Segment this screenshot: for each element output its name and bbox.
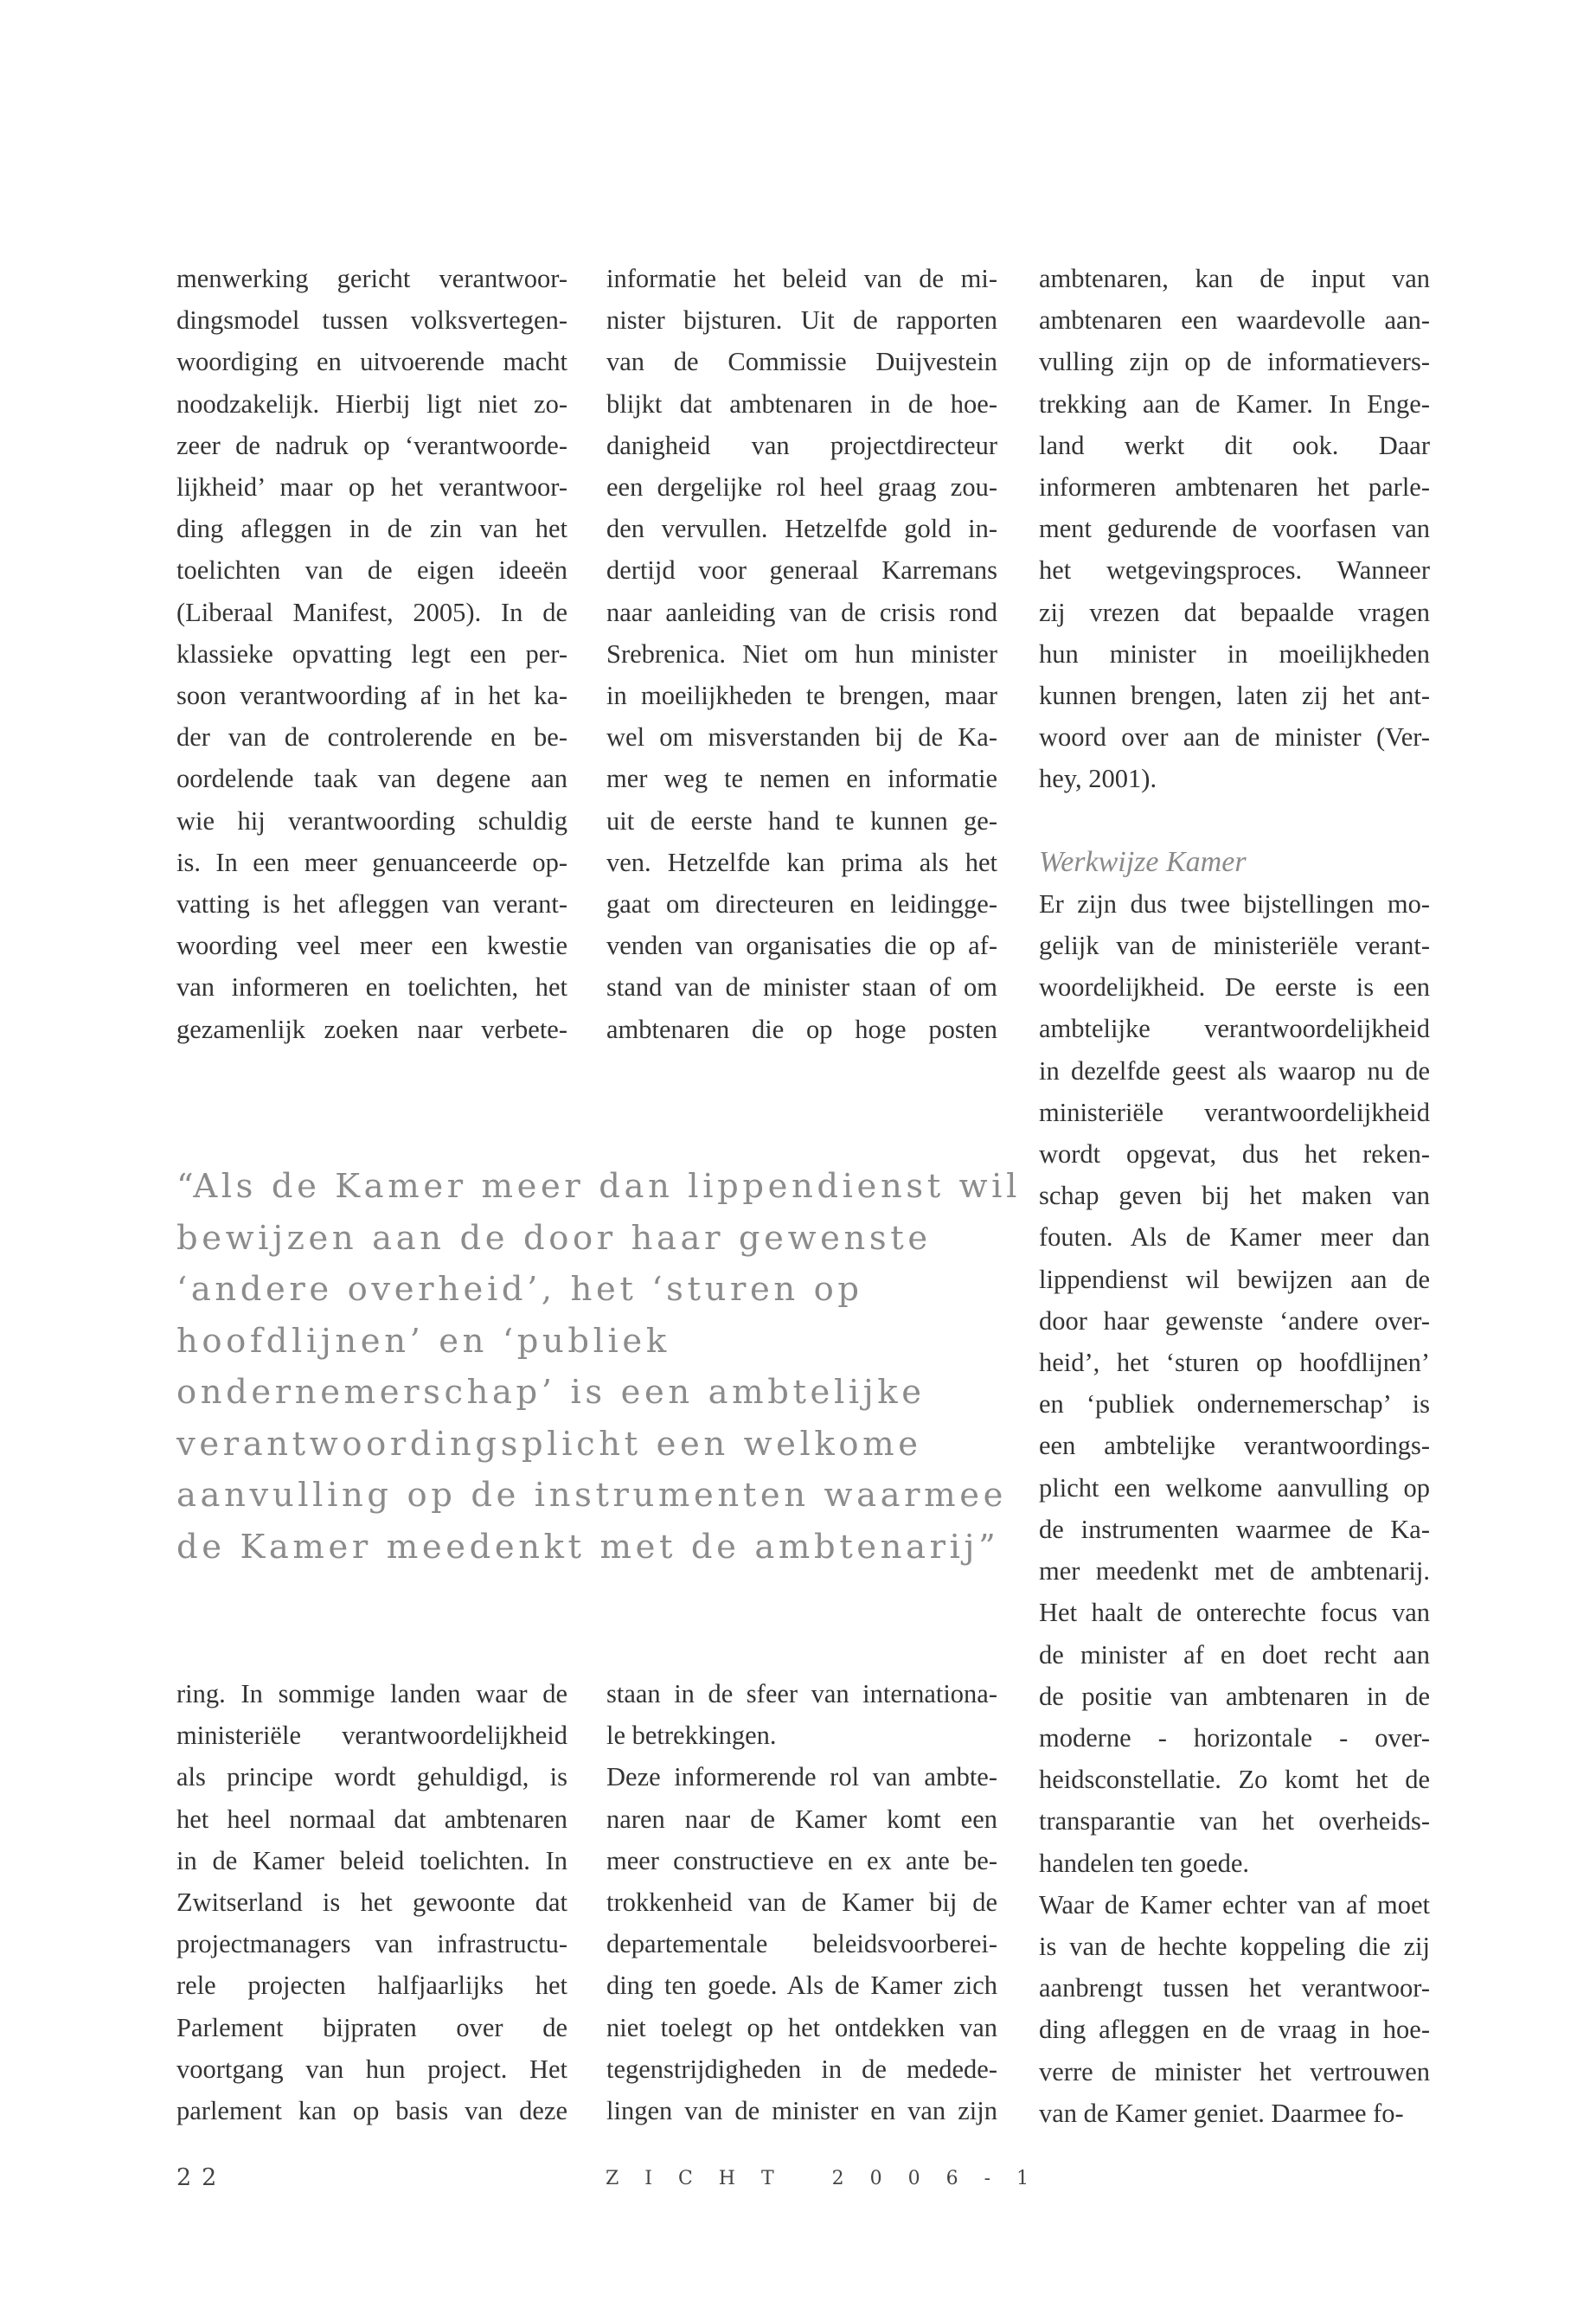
pull-quote <box>176 1161 1021 1573</box>
text-line: kunnen brengen, laten zij het ant- <box>1039 681 1430 711</box>
text-line: toelichten van de eigen ideeën <box>176 555 567 586</box>
text-line: uit de eerste hand te kunnen ge- <box>606 805 997 836</box>
journal-running-footer: ZICHT 2006-1 <box>606 2168 1055 2189</box>
text-line: van de Kamer geniet. Daarmee fo- <box>1039 2098 1404 2128</box>
text-line: gaat om directeuren en leidingge- <box>606 889 997 920</box>
pull-quote-line: de Kamer meedenkt met de ambtenarij” <box>176 1527 1000 1567</box>
text-line: voortgang van hun project. Het <box>176 2054 567 2084</box>
text-line: klassieke opvatting legt een per- <box>176 638 567 669</box>
text-line: als principe wordt gehuldigd, is <box>176 1762 567 1792</box>
text-line: woordelijkheid. De eerste is een <box>1039 972 1430 1003</box>
column-right-part2 <box>1039 883 1430 2134</box>
text-line: staan in de sfeer van internationa- <box>606 1679 997 1708</box>
text-line: stand van de minister staan of om <box>606 972 997 1003</box>
text-line: mer weg te nemen en informatie <box>606 764 997 794</box>
text-line: woording veel meer een kwestie <box>176 931 567 961</box>
text-line: niet toelegt op het ontdekken van <box>606 2012 997 2042</box>
text-line: departementale beleidsvoorberei- <box>606 1929 997 1959</box>
text-line: verre de minister het vertrouwen <box>1039 2056 1430 2086</box>
text-line: ding afleggen en de vraag in hoe- <box>1039 2015 1430 2045</box>
text-line: oordelende taak van degene aan <box>176 764 567 794</box>
text-line: dingsmodel tussen volksvertegen- <box>176 305 567 336</box>
text-line: menwerking gericht verantwoor- <box>176 264 567 293</box>
text-line: een dergelijke rol heel graag zou- <box>606 472 997 503</box>
column-right-part1 <box>1039 258 1430 800</box>
column-top-middle <box>606 258 997 1050</box>
text-line: van informeren en toelichten, het <box>176 972 567 1003</box>
text-line: nister bijsturen. Uit de rapporten <box>606 305 997 336</box>
text-line: land werkt dit ook. Daar <box>1039 430 1430 460</box>
text-line: blijkt dat ambtenaren in de hoe- <box>606 388 997 419</box>
pull-quote-line: ‘andere overheid’, het ‘sturen op <box>176 1270 863 1309</box>
text-line: heidsconstellatie. Zo komt het de <box>1039 1765 1430 1795</box>
text-line: vatting is het afleggen van verant- <box>176 889 567 920</box>
text-line: der van de controlerende en be- <box>176 722 567 753</box>
text-line: ring. In sommige landen waar de <box>176 1679 567 1708</box>
column-right <box>1039 258 1430 2134</box>
text-line: een ambtelijke verantwoordings- <box>1039 1431 1430 1461</box>
text-line: is. In een meer genuanceerde op- <box>176 847 567 877</box>
text-line: zeer de nadruk op ‘verantwoorde- <box>176 430 567 460</box>
pull-quote-line: aanvulling op de instrumenten waarmee <box>176 1476 1008 1515</box>
text-line: schap geven bij het maken van <box>1039 1181 1430 1211</box>
text-line: trokkenheid van de Kamer bij de <box>606 1888 997 1918</box>
section-subheading: Werkwijze Kamer <box>1039 845 1247 878</box>
text-line: woordiging en uitvoerende macht <box>176 347 567 377</box>
text-line: is van de hechte koppeling die zij <box>1039 1931 1430 1961</box>
text-line: Srebrenica. Niet om hun minister <box>606 638 997 669</box>
column-bottom-middle <box>606 1673 997 2131</box>
text-line: ment gedurende de voorfasen van <box>1039 514 1430 544</box>
text-line: ding ten goede. Als de Kamer zich <box>606 1971 997 2001</box>
text-line: Zwitserland is het gewoonte dat <box>176 1888 567 1918</box>
text-line: rele projecten halfjaarlijks het <box>176 1971 567 2001</box>
text-line: ministeriële verantwoordelijkheid <box>176 1721 567 1751</box>
text-line: lippendienst wil bewijzen aan de <box>1039 1264 1430 1294</box>
text-line: Parlement bijpraten over de <box>176 2012 567 2042</box>
text-line: Deze informerende rol van ambte- <box>606 1762 997 1792</box>
text-line: (Liberaal Manifest, 2005). In de <box>176 597 567 627</box>
text-line: in de Kamer beleid toelichten. In <box>176 1845 567 1875</box>
text-line: ambtelijke verantwoordelijkheid <box>1039 1014 1430 1044</box>
text-line: in moeilijkheden te brengen, maar <box>606 681 997 711</box>
text-line: dertijd voor generaal Karremans <box>606 555 997 586</box>
text-line: hun minister in moeilijkheden <box>1039 638 1430 669</box>
text-line: wel om misverstanden bij de Ka- <box>606 722 997 753</box>
text-line: parlement kan op basis van deze <box>176 2096 567 2126</box>
pull-quote-line: verantwoordingsplicht een welkome <box>176 1424 922 1464</box>
pull-quote-line: ondernemerschap’ is een ambtelijke <box>176 1373 926 1412</box>
text-line: le betrekkingen. <box>606 1721 777 1751</box>
text-line: hey, 2001). <box>1039 764 1157 794</box>
text-line: den vervullen. Hetzelfde gold in- <box>606 514 997 544</box>
text-line: gelijk van de ministeriële verant- <box>1039 931 1430 961</box>
text-line: ambtenaren die op hoge posten <box>606 1014 997 1044</box>
text-line: moderne - horizontale - over- <box>1039 1722 1430 1753</box>
pull-quote-line: hoofdlijnen’ en ‘publiek <box>176 1321 670 1361</box>
text-line: meer constructieve en ex ante be- <box>606 1845 997 1875</box>
text-line: naar aanleiding van de crisis rond <box>606 597 997 627</box>
text-line: danigheid van projectdirecteur <box>606 430 997 460</box>
text-line: ding afleggen in de zin van het <box>176 514 567 544</box>
text-line: projectmanagers van infrastructu- <box>176 1929 567 1959</box>
text-line: Het haalt de onterechte focus van <box>1039 1598 1430 1628</box>
text-line: woord over aan de minister (Ver- <box>1039 722 1430 753</box>
column-top-left <box>176 258 567 1050</box>
text-line: lijkheid’ maar op het verantwoor- <box>176 472 567 503</box>
paragraph-gap <box>1039 800 1430 842</box>
text-line: de positie van ambtenaren in de <box>1039 1681 1430 1711</box>
text-line: de instrumenten waarmee de Ka- <box>1039 1514 1430 1544</box>
text-line: mer meedenkt met de ambtenarij. <box>1039 1556 1430 1586</box>
text-line: informeren ambtenaren het parle- <box>1039 472 1430 503</box>
text-line: plicht een welkome aanvulling op <box>1039 1472 1430 1503</box>
text-line: Er zijn dus twee bijstellingen mo- <box>1039 888 1430 919</box>
text-line: in dezelfde geest als waarop nu de <box>1039 1055 1430 1086</box>
text-line: aanbrengt tussen het verantwoor- <box>1039 1973 1430 2003</box>
pull-quote-line: bewijzen aan de door haar gewenste <box>176 1218 932 1258</box>
text-line: noodzakelijk. Hierbij ligt niet zo- <box>176 388 567 419</box>
text-line: naren naar de Kamer komt een <box>606 1804 997 1834</box>
text-line: lingen van de minister en van zijn <box>606 2096 997 2126</box>
text-line: vulling zijn op de informatievers- <box>1039 347 1430 377</box>
text-line: wordt opgevat, dus het reken- <box>1039 1139 1430 1170</box>
text-line: fouten. Als de Kamer meer dan <box>1039 1222 1430 1253</box>
text-line: trekking aan de Kamer. In Enge- <box>1039 388 1430 419</box>
text-line: Waar de Kamer echter van af moet <box>1039 1889 1430 1920</box>
text-line: ambtenaren, kan de input van <box>1039 264 1430 293</box>
text-line: tegenstrijdigheden in de medede- <box>606 2054 997 2084</box>
text-line: zij vrezen dat bepaalde vragen <box>1039 597 1430 627</box>
text-line: transparantie van het overheids- <box>1039 1806 1430 1836</box>
pull-quote-line: “Als de Kamer meer dan lippendienst wil <box>176 1167 1021 1206</box>
column-bottom-left <box>176 1673 567 2131</box>
text-line: soon verantwoording af in het ka- <box>176 681 567 711</box>
text-line: ven. Hetzelfde kan prima als het <box>606 847 997 877</box>
page-number: 22 <box>176 2164 228 2191</box>
text-line: heid’, het ‘sturen op hoofdlijnen’ <box>1039 1348 1430 1378</box>
text-line: handelen ten goede. <box>1039 1848 1250 1878</box>
text-line: het wetgevingsproces. Wanneer <box>1039 555 1430 586</box>
text-line: informatie het beleid van de mi- <box>606 264 997 293</box>
text-line: van de Commissie Duijvestein <box>606 347 997 377</box>
text-line: en ‘publiek ondernemerschap’ is <box>1039 1389 1430 1420</box>
text-line: de minister af en doet recht aan <box>1039 1639 1430 1670</box>
text-line: venden van organisaties die op af- <box>606 931 997 961</box>
text-line: door haar gewenste ‘andere over- <box>1039 1305 1430 1336</box>
text-line: wie hij verantwoording schuldig <box>176 805 567 836</box>
text-line: ambtenaren een waardevolle aan- <box>1039 305 1430 336</box>
text-line: het heel normaal dat ambtenaren <box>176 1804 567 1834</box>
text-line: gezamenlijk zoeken naar verbete- <box>176 1014 567 1044</box>
text-line: ministeriële verantwoordelijkheid <box>1039 1097 1430 1127</box>
